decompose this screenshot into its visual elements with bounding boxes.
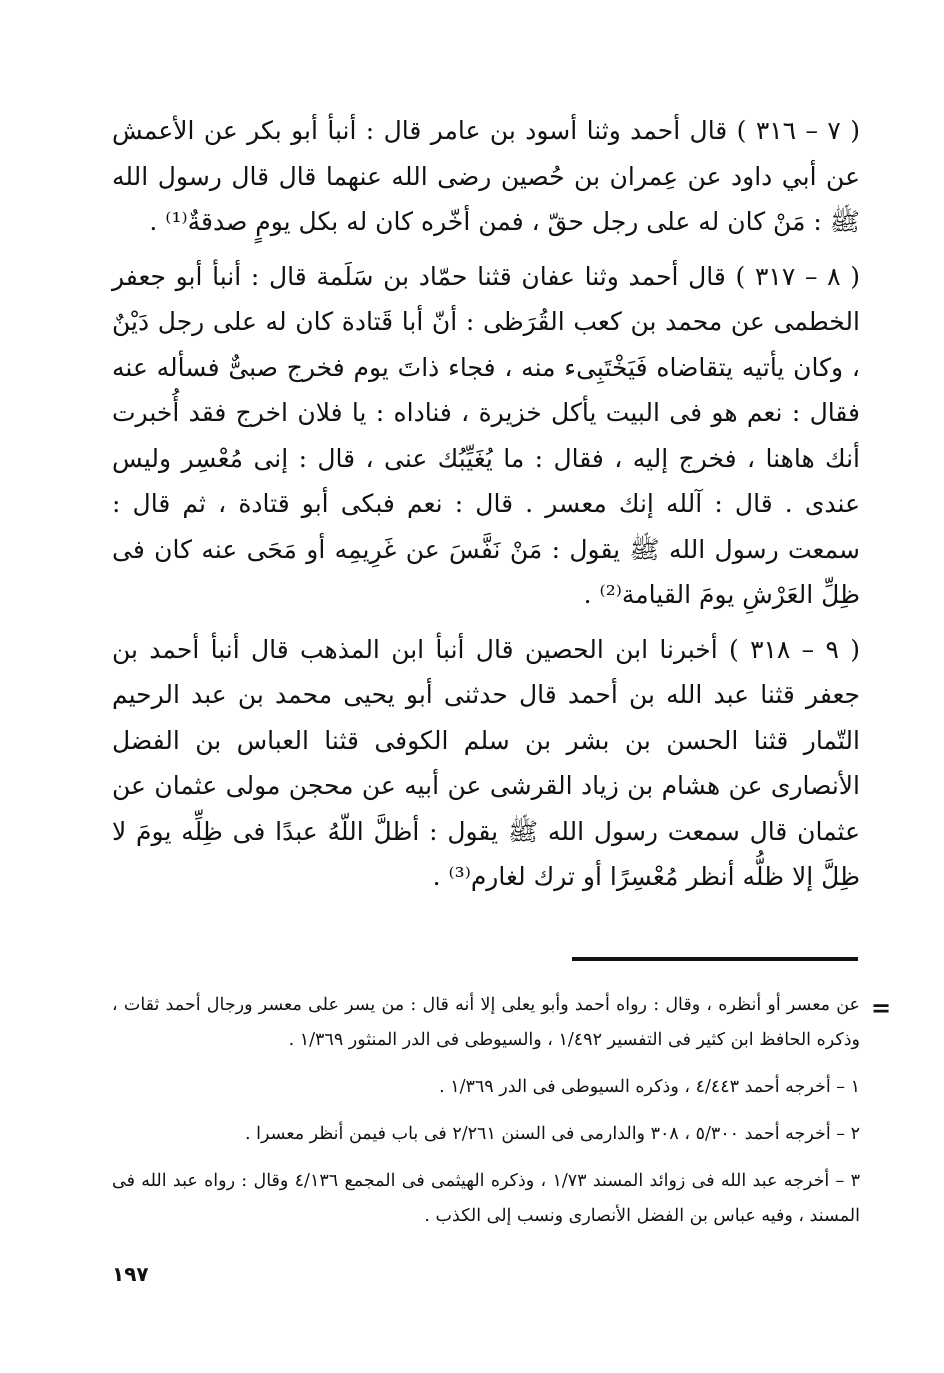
footnote-item: ١ – أخرجه أحمد ٤/٤٤٣ ، وذكره السيوطى فى الدر ١/٣٦٩ . bbox=[439, 1077, 860, 1097]
footnote-item: ٣ – أخرجه عبد الله فى زوائد المسند ١/٧٣ ، وذكره الهيثمى فى المجمع ٤/١٣٦ وقال : رواه عبد الله فى المسند ، وفيه عباس بن الفضل الأنصارى ونسب إلى الكذب . bbox=[112, 1171, 860, 1226]
footnote-item: عن معسر أو أنظره ، وقال : رواه أحمد وأبو يعلى إلا أنه قال : من يسر على معسر ورجال أحمد ثقات ، وذكره الحافظ ابن كثير فى التفسير ١/٤٩٢ ، والسيوطى فى الدر المنثور ١/٣٦٩ . bbox=[112, 995, 860, 1050]
hadith-paragraph: ( ٨ – ٣١٧ ) قال أحمد وثنا عفان قثنا حمّاد بن سَلَمة قال : أنبأ أبو جعفر الخطمى عن محمد بن كعب القُرَظى : أنّ أبا قَتادة كان له على رجل دَيْنٌ ، وكان يأتيه يتقاضاه فَيَخْتَبِىء منه ، فجاء ذاتَ يوم فخرج صبىٌّ فسأله عنه فقال : نعم هو فى البيت يأكل خزيرة ، فناداه : يا فلان اخرج فقد أُخبرت أنك هاهنا ، فخرج إليه ، فقال : ما يُغَيِّبُك عنى ، قال : إنى مُعْسِر وليس عندى . قال : آلله إنك معسر . قال : نعم فبكى أبو قتادة ، ثم قال : سمعت رسول الله ﷺ يقول : مَنْ نَفَّسَ عن غَرِيمِه أو مَحَى عنه كان فى ظِلِّ العَرْشِ يومَ القيامة⁽²⁾ . bbox=[112, 261, 861, 609]
hadith-paragraph: ( ٧ – ٣١٦ ) قال أحمد وثنا أسود بن عامر قال : أنبأ أبو بكر عن الأعمش عن أبي داود عن عِمران بن حُصين رضى الله عنهما قال قال رسول الله ﷺ : مَنْ كان له على رجل حقّ ، فمن أخّره كان له بكل يومٍ صدقةٌ⁽¹⁾ . bbox=[112, 116, 860, 236]
hadith-paragraph: ( ٩ – ٣١٨ ) أخبرنا ابن الحصين قال أنبأ ابن المذهب قال أنبأ أحمد بن جعفر قثنا عبد الله بن أحمد قال حدثنى أبو يحيى محمد بن عبد الرحيم التّمار قثنا الحسن بن بشر بن سلم الكوفى قثنا العباس بن الفضل الأنصارى عن هشام بن زياد القرشى عن أبيه عن محجن مولى عثمان عن عثمان قال سمعت رسول الله ﷺ يقول : أظلَّ اللّهُ عبدًا فى ظِلِّه يومَ لا ظِلَّ إلا ظلُّه أنظر مُعْسِرًا أو ترك لغارم⁽³⁾ . bbox=[112, 634, 860, 891]
footnote-continuation-mark: = bbox=[870, 994, 892, 1022]
main-text bbox=[112, 108, 860, 909]
footnotes bbox=[112, 988, 860, 1246]
footnote-separator bbox=[572, 957, 858, 961]
page-number: ١٩٧ bbox=[112, 1262, 149, 1286]
footnote-item: ٢ – أخرجه أحمد ٥/٣٠٠ ، ٣٠٨ والدارمى فى السنن ٢/٢٦١ فى باب فيمن أنظر معسرا . bbox=[245, 1124, 860, 1144]
